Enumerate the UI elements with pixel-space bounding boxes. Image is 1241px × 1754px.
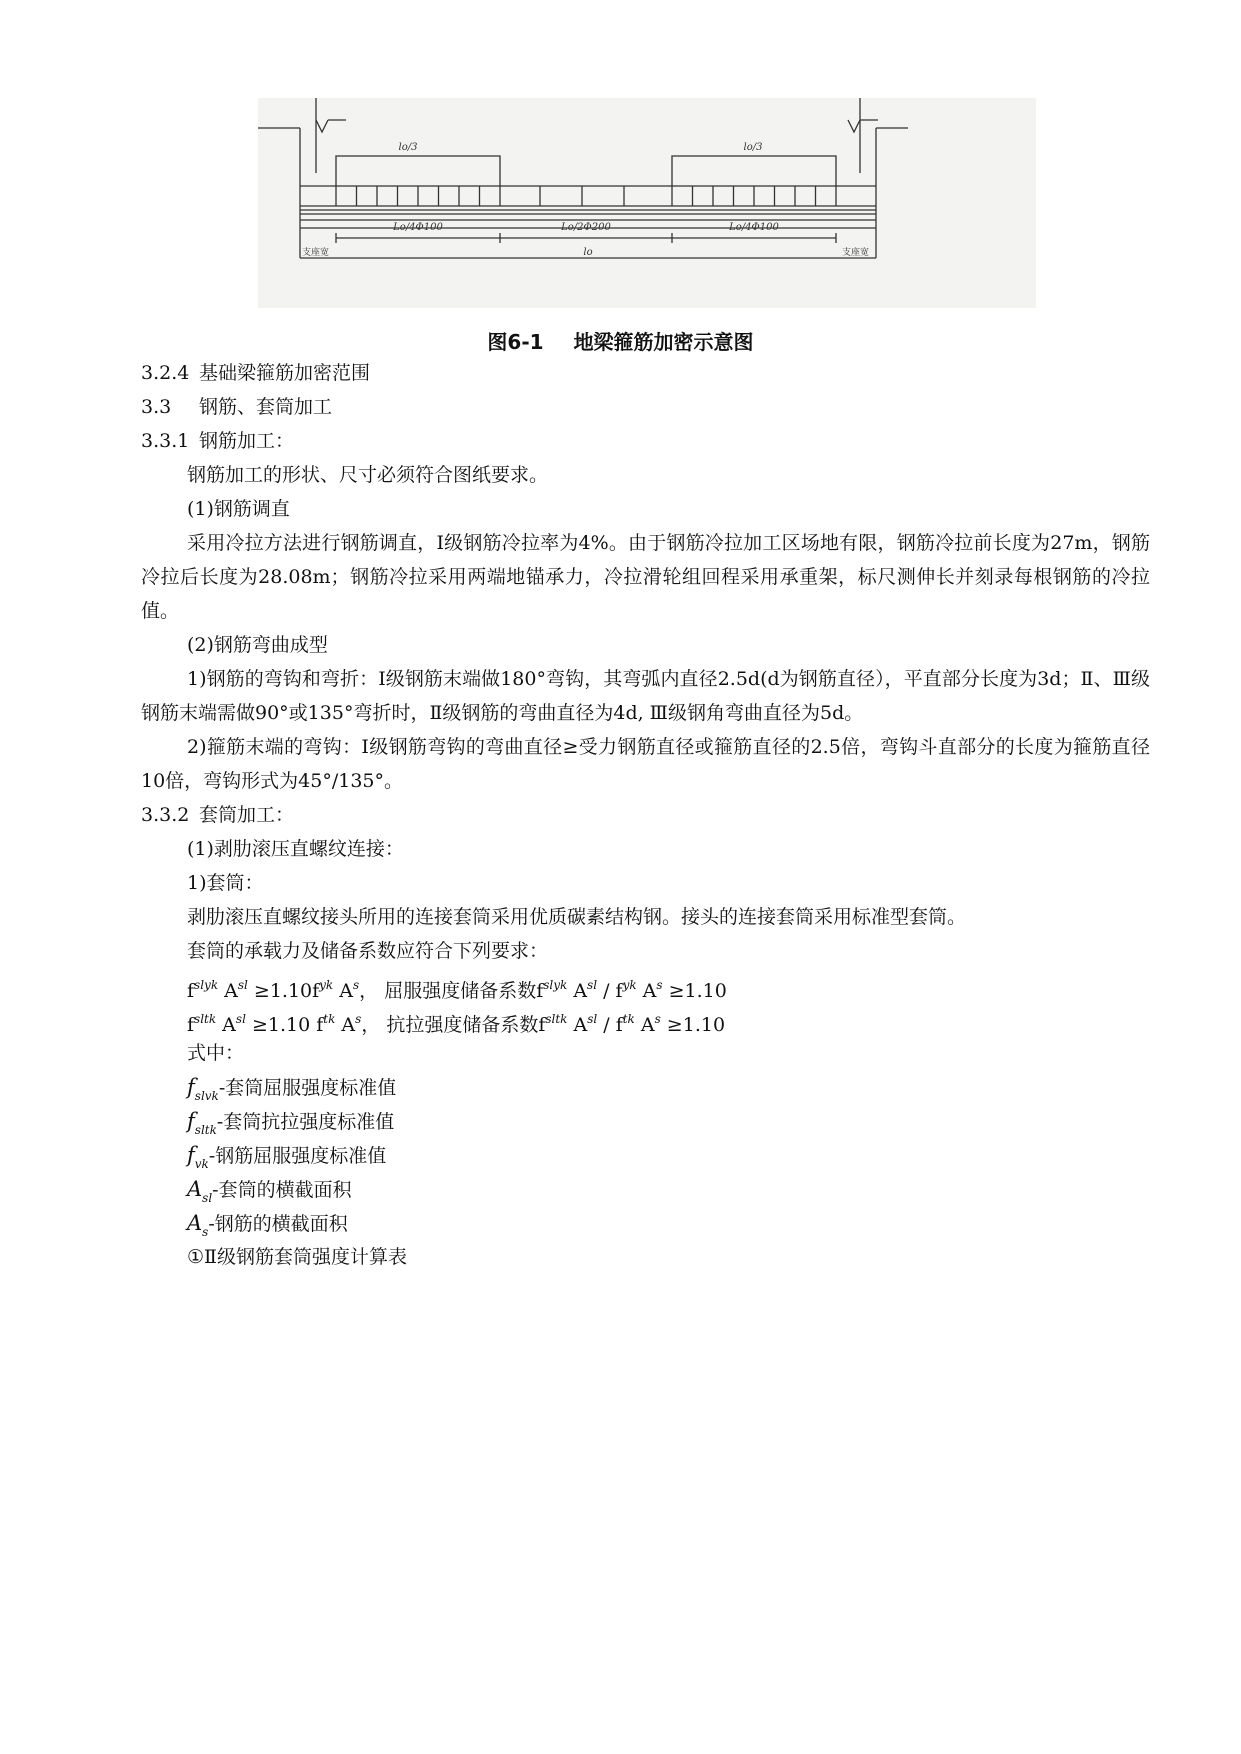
section-number: 3.3 [141, 396, 172, 418]
formula-yield: $f^{slyk}$ $A^{sl} \ge 1.10f^{yk}$ $A^s$， 屈服强度储备系数$f^{slyk}$ $A^{sl} / f^{yk}$ $A^s \ge 1.10$ [187, 978, 727, 1002]
paragraph: 式中： [187, 1042, 245, 1064]
definition-item: $f_{slvk}-$套筒屈服强度标准值 [187, 1075, 397, 1103]
paragraph-title: (2)钢筋弯曲成型 [187, 634, 328, 656]
section-title: 基础梁箍筋加密范围 [199, 362, 371, 384]
definition-item: $A_{sl}-$套筒的横截面积 [187, 1177, 352, 1205]
label-bottom-left: 支座宽 [302, 248, 330, 258]
paragraph [141, 730, 1150, 798]
paragraph: 套筒的承载力及储备系数应符合下列要求： [187, 940, 549, 962]
paragraph-title: (1)钢筋调直 [187, 498, 290, 520]
label-bottom-center: lo [583, 247, 593, 258]
section-number: 3.3.1 [141, 430, 190, 452]
beam-stirrup-diagram [258, 98, 1036, 308]
label-mid-center: Lo/2Φ200 [561, 222, 611, 233]
figure-caption [0, 326, 1241, 355]
definition-item: $f_{sltk}-$套筒抗拉强度标准值 [187, 1109, 395, 1137]
section-number: 3.2.4 [141, 362, 190, 384]
section-title: 钢筋、套筒加工 [199, 396, 333, 418]
caption-title: 地梁箍筋加密示意图 [573, 330, 754, 354]
definition-item: $f_{vk}-$钢筋屈服强度标准值 [187, 1143, 387, 1171]
heading-3-3-1 [141, 428, 294, 454]
paragraph: 剥肋滚压直螺纹接头所用的连接套筒采用优质碳素结构钢。接头的连接套筒采用标准型套筒。 [187, 906, 967, 928]
heading-3-3 [141, 394, 332, 420]
heading-3-2-4 [141, 360, 370, 386]
label-top-right: lo/3 [743, 142, 763, 153]
paragraph [141, 526, 1150, 628]
paragraph-text: 采用冷拉方法进行钢筋调直，Ⅰ级钢筋冷拉率为4%。由于钢筋冷拉加工区场地有限，钢筋冷拉前长度为27m，钢筋冷拉后长度为28.08m；钢筋冷拉采用两端地锚承力，冷拉滑轮组回程采用承重架，标尺测伸长并刻录每根钢筋的冷拉值。 [141, 532, 1150, 622]
table-title: ①Ⅱ级钢筋套筒强度计算表 [187, 1246, 407, 1268]
paragraph: 钢筋加工的形状、尺寸必须符合图纸要求。 [187, 464, 549, 486]
paragraph-text: 1)钢筋的弯钩和弯折：Ⅰ级钢筋末端做180°弯钩，其弯弧内直径2.5d(d为钢筋直径），平直部分长度为3d；Ⅱ、Ⅲ级钢筋末端需做90°或135°弯折时，Ⅱ级钢筋的弯曲直径为4d, Ⅲ级钢角弯曲直径为5d。 [141, 668, 1150, 724]
section-title: 钢筋加工： [199, 430, 295, 452]
paragraph-title: 1)套筒： [187, 872, 264, 894]
paragraph [141, 662, 1150, 730]
paragraph-text: 2)箍筋末端的弯钩：Ⅰ级钢筋弯钩的弯曲直径≥受力钢筋直径或箍筋直径的2.5倍，弯钩斗直部分的长度为箍筋直径10倍，弯钩形式为45°/135°。 [141, 736, 1150, 792]
formula-tensile: $f^{sltk}$ $A^{sl} \ge 1.10$ $f^{tk}$ $A^s$， 抗拉强度储备系数$f^{sltk}$ $A^{sl} / f^{tk}$ $A^s \ge 1.10$ [187, 1012, 726, 1036]
section-number: 3.3.2 [141, 804, 190, 826]
label-mid-right: Lo/4Φ100 [729, 222, 779, 233]
beam-drawing [258, 98, 1036, 308]
label-mid-left: Lo/4Φ100 [393, 222, 443, 233]
definition-item: $A_s-$钢筋的横截面积 [187, 1211, 348, 1239]
section-title: 套筒加工： [199, 804, 295, 826]
label-top-left: lo/3 [398, 142, 418, 153]
caption-number: 图6-1 [487, 330, 544, 354]
label-bottom-right: 支座宽 [842, 248, 870, 258]
paragraph-title: (1)剥肋滚压直螺纹连接： [187, 838, 404, 860]
heading-3-3-2 [141, 802, 294, 828]
